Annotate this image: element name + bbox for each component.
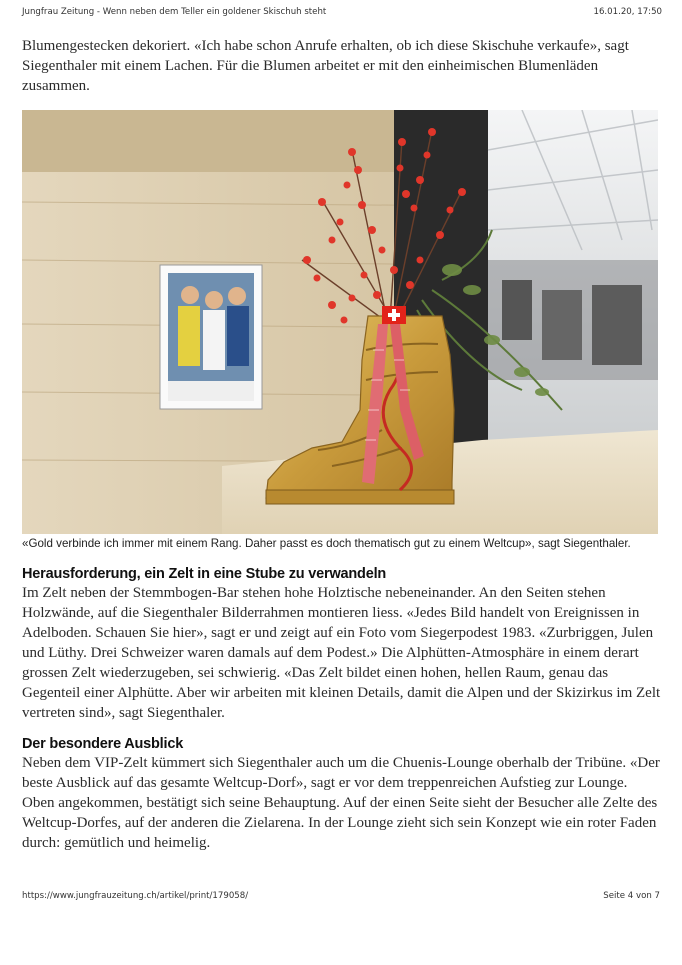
section-paragraph-view: Neben dem VIP-Zelt kümmert sich Siegenthaler auch um die Chuenis-Lounge oberhalb der Tribüne. «Der beste Ausblick auf das gesamte Weltcup-Dorf», sagt er vor dem treppenreichen Aufstieg zur Lounge. Oben angekommen, bestätigt sich seine Behauptung. Auf der einen Seite sieht der Besucher alle Zelte des Weltcup-Dorfes, auf der anderen die Zielarena. In der Lounge zieht sich sein Konzept wie ein roter Faden durch: gemütlich und heimelig. (22, 755, 660, 851)
print-header-title: Jungfrau Zeitung - Wenn neben dem Teller ein goldener Skischuh steht (22, 7, 327, 17)
intro-paragraph: Blumengestecken dekoriert. «Ich habe schon Anrufe erhalten, ob ich diese Skischuhe verkaufe», sagt Siegenthaler mit einem Lachen. Für die Blumen arbeitet er mit den einheimischen Blumenläden zusammen. (22, 38, 629, 94)
footer-page-number: Seite 4 von 7 (603, 891, 660, 901)
section-heading-view: Der besondere Ausblick (22, 736, 184, 752)
section-heading-tent: Herausforderung, ein Zelt in eine Stube zu verwandeln (22, 566, 387, 582)
print-header-timestamp: 16.01.20, 17:50 (593, 7, 662, 17)
footer-url: https://www.jungfrauzeitung.ch/artikel/print/179058/ (22, 891, 249, 901)
photo-caption: «Gold verbinde ich immer mit einem Rang. Daher passt es doch thematisch gut zu einem Weltcup», sagt Siegenthaler. (22, 537, 631, 550)
print-header (22, 7, 662, 17)
article-photo (22, 110, 658, 534)
section-paragraph-tent: Im Zelt neben der Stemmbogen-Bar stehen hohe Holztische nebeneinander. An den Seiten stehen Holzwände, auf die Siegenthaler Bilderrahmen montieren liess. «Jedes Bild handelt von Ereignissen in Adelboden. Schauen Sie hier», sagt er und zeigt auf ein Foto vom Siegerpodest 1983. «Zurbriggen, Julen und Lüthy. Drei Schweizer waren damals auf dem Podest.» Die Alphütten-Atmosphäre in einem derart grossen Zelt wiederzugeben, sei schwierig. «Das Zelt bildet einen hohen, hellen Raum, genau das Gegenteil einer Alphütte. Aber wir arbeiten mit kleinen Details, damit die Alpen und der Skizirkus im Zelt vertreten sind», sagt Siegenthaler. (22, 585, 661, 721)
print-footer (22, 891, 660, 901)
